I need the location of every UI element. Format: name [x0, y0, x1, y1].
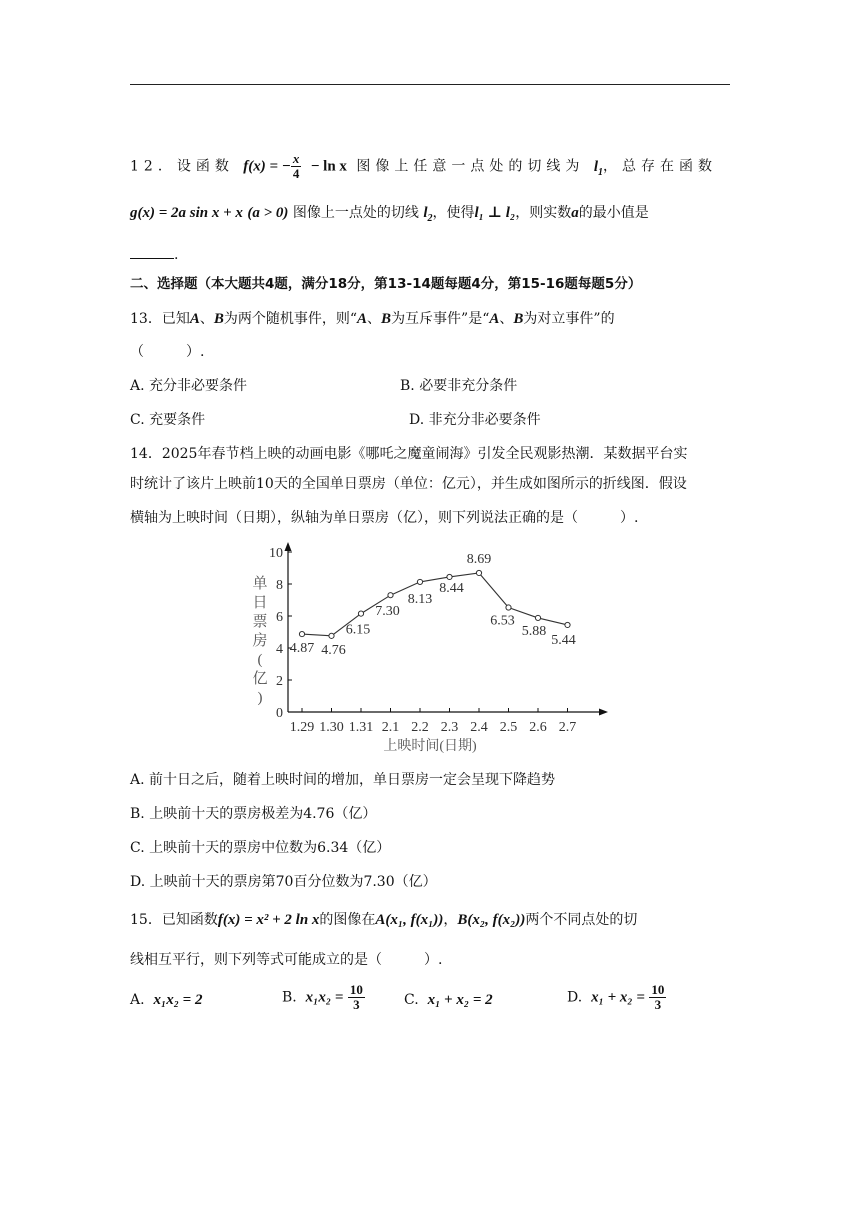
- data-point: [358, 611, 363, 616]
- data-point: [329, 633, 334, 638]
- header-rule: [130, 84, 730, 85]
- data-point: [388, 593, 393, 598]
- data-point: [506, 605, 511, 610]
- x-tick-label: 2.1: [381, 720, 400, 735]
- data-label: 8.13: [407, 591, 433, 607]
- y-tick-label: 8: [276, 578, 283, 593]
- y-tick-label: 2: [276, 674, 283, 689]
- question-12-line-2: g(x) = 2a sin x + x (a > 0) 图像上一点处的切线 $l_2$，使得l₁ ⊥ l₂，则实数a的最小值是: [130, 205, 649, 224]
- data-label: 5.44: [551, 632, 576, 648]
- data-point: [565, 622, 570, 627]
- q13-option-d[interactable]: D. 非充分非必要条件: [409, 412, 541, 428]
- data-labels: [290, 552, 576, 658]
- y-axis-title-char: 亿: [252, 671, 268, 687]
- y-axis-title-char: ): [257, 690, 263, 706]
- data-point: [476, 570, 481, 575]
- y-tick-label: 6: [276, 610, 283, 625]
- q14-option-c[interactable]: C. 上映前十天的票房中位数为6.34（亿）: [130, 840, 391, 856]
- data-point: [447, 574, 452, 579]
- x-axis-arrow: [599, 709, 608, 716]
- y-tick-label: 10: [269, 546, 283, 561]
- q15-option-b[interactable]: B. x₁x₂ = $\frac{10}{3}$: [282, 982, 363, 1012]
- x-tick-label: 2.5: [499, 720, 518, 735]
- y-axis-title-char: 票: [252, 614, 268, 630]
- x-tick-label: 2.3: [440, 720, 459, 735]
- question-15-line-1: 15．已知函数f(x) = x² + 2 ln x的图像在A(x₁, f(x₁))，B(x₂, f(x₂))两个不同点处的切: [130, 912, 638, 928]
- data-label: 6.53: [490, 613, 515, 629]
- question-14-line-3: 横轴为上映时间（日期），纵轴为单日票房（亿），则下列说法正确的是（ ）.: [130, 510, 639, 526]
- x-tick-label: 2.2: [411, 720, 429, 735]
- q13-option-c[interactable]: C. 充要条件: [130, 412, 206, 428]
- question-13-paren: （ ）.: [130, 344, 205, 360]
- question-12-line-1: 12．设函数 f(x) = − $\frac{x}{4}$ − ln x 图像上任意一点处的切线为 $l_1$，总存在函数: [130, 151, 717, 181]
- y-axis-title: [252, 575, 267, 706]
- q13-option-a[interactable]: A. 充分非必要条件: [130, 378, 248, 394]
- fraction-10-over-3: $\frac{10}{3}$: [651, 982, 665, 1012]
- data-label: 8.44: [439, 580, 464, 596]
- y-axis-title-char: 单: [252, 576, 268, 592]
- x-tick-label: 1.29: [289, 720, 315, 735]
- question-12-answer-blank: .: [130, 244, 178, 265]
- y-axis-title-char: 日: [252, 595, 268, 611]
- x-tick-label: 1.30: [319, 720, 344, 735]
- question-13-stem: 13．已知A、B为两个随机事件，则“A、B为互斥事件”是“A、B为对立事件”的: [130, 311, 615, 327]
- q15-option-c[interactable]: C. x₁ + x₂ = 2: [404, 992, 493, 1008]
- q14-option-d[interactable]: D. 上映前十天的票房第70百分位数为7.30（亿）: [130, 874, 437, 890]
- y-axis-arrow: [285, 542, 292, 551]
- fraction-x-over-4: $\frac{x}{4}$: [292, 151, 300, 181]
- q15-option-a[interactable]: A. x₁x₂ = 2: [130, 992, 203, 1008]
- question-14-line-1: 14．2025年春节档上映的动画电影《哪吒之魔童闹海》引发全民观影热潮．某数据平台实: [130, 446, 688, 462]
- y-axis-title-char: (: [257, 652, 263, 668]
- q14-option-b[interactable]: B. 上映前十天的票房极差为4.76（亿）: [130, 806, 377, 822]
- y-tick-label: 0: [276, 706, 283, 721]
- x-tick-label: 2.6: [529, 720, 547, 735]
- data-label: 4.87: [289, 641, 315, 657]
- data-point: [417, 579, 422, 584]
- data-label: 7.30: [375, 604, 400, 620]
- data-label: 4.76: [321, 642, 346, 658]
- data-point: [299, 631, 304, 636]
- y-tick-label: 4: [276, 642, 283, 657]
- q15-option-d[interactable]: D. x₁ + x₂ = $\frac{10}{3}$: [567, 982, 665, 1012]
- data-point: [535, 615, 540, 620]
- fraction-10-over-3: $\frac{10}{3}$: [349, 982, 363, 1012]
- data-label: 5.88: [521, 623, 547, 639]
- x-axis-title: 上映时间(日期): [383, 739, 477, 754]
- x-tick-label: 2.4: [470, 720, 488, 735]
- box-office-line-chart: [245, 540, 615, 755]
- question-14-line-2: 时统计了该片上映前10天的全国单日票房（单位：亿元），并生成如图所示的折线图．假设: [130, 476, 687, 492]
- q13-option-b[interactable]: B. 必要非充分条件: [400, 378, 518, 394]
- data-label: 8.69: [466, 551, 492, 567]
- section-heading: 二、选择题（本大题共4题，满分18分，第13-14题每题4分，第15-16题每题5分）: [130, 276, 642, 292]
- x-tick-label: 1.31: [348, 720, 374, 735]
- data-label: 6.15: [345, 622, 371, 638]
- y-axis-title-char: 房: [252, 633, 268, 649]
- question-15-line-2: 线相互平行，则下列等式可能成立的是（ ）.: [130, 952, 443, 968]
- answer-blank[interactable]: [130, 244, 174, 259]
- q14-option-a[interactable]: A. 前十日之后，随着上映时间的增加，单日票房一定会呈现下降趋势: [130, 772, 556, 788]
- x-tick-label: 2.7: [558, 720, 577, 735]
